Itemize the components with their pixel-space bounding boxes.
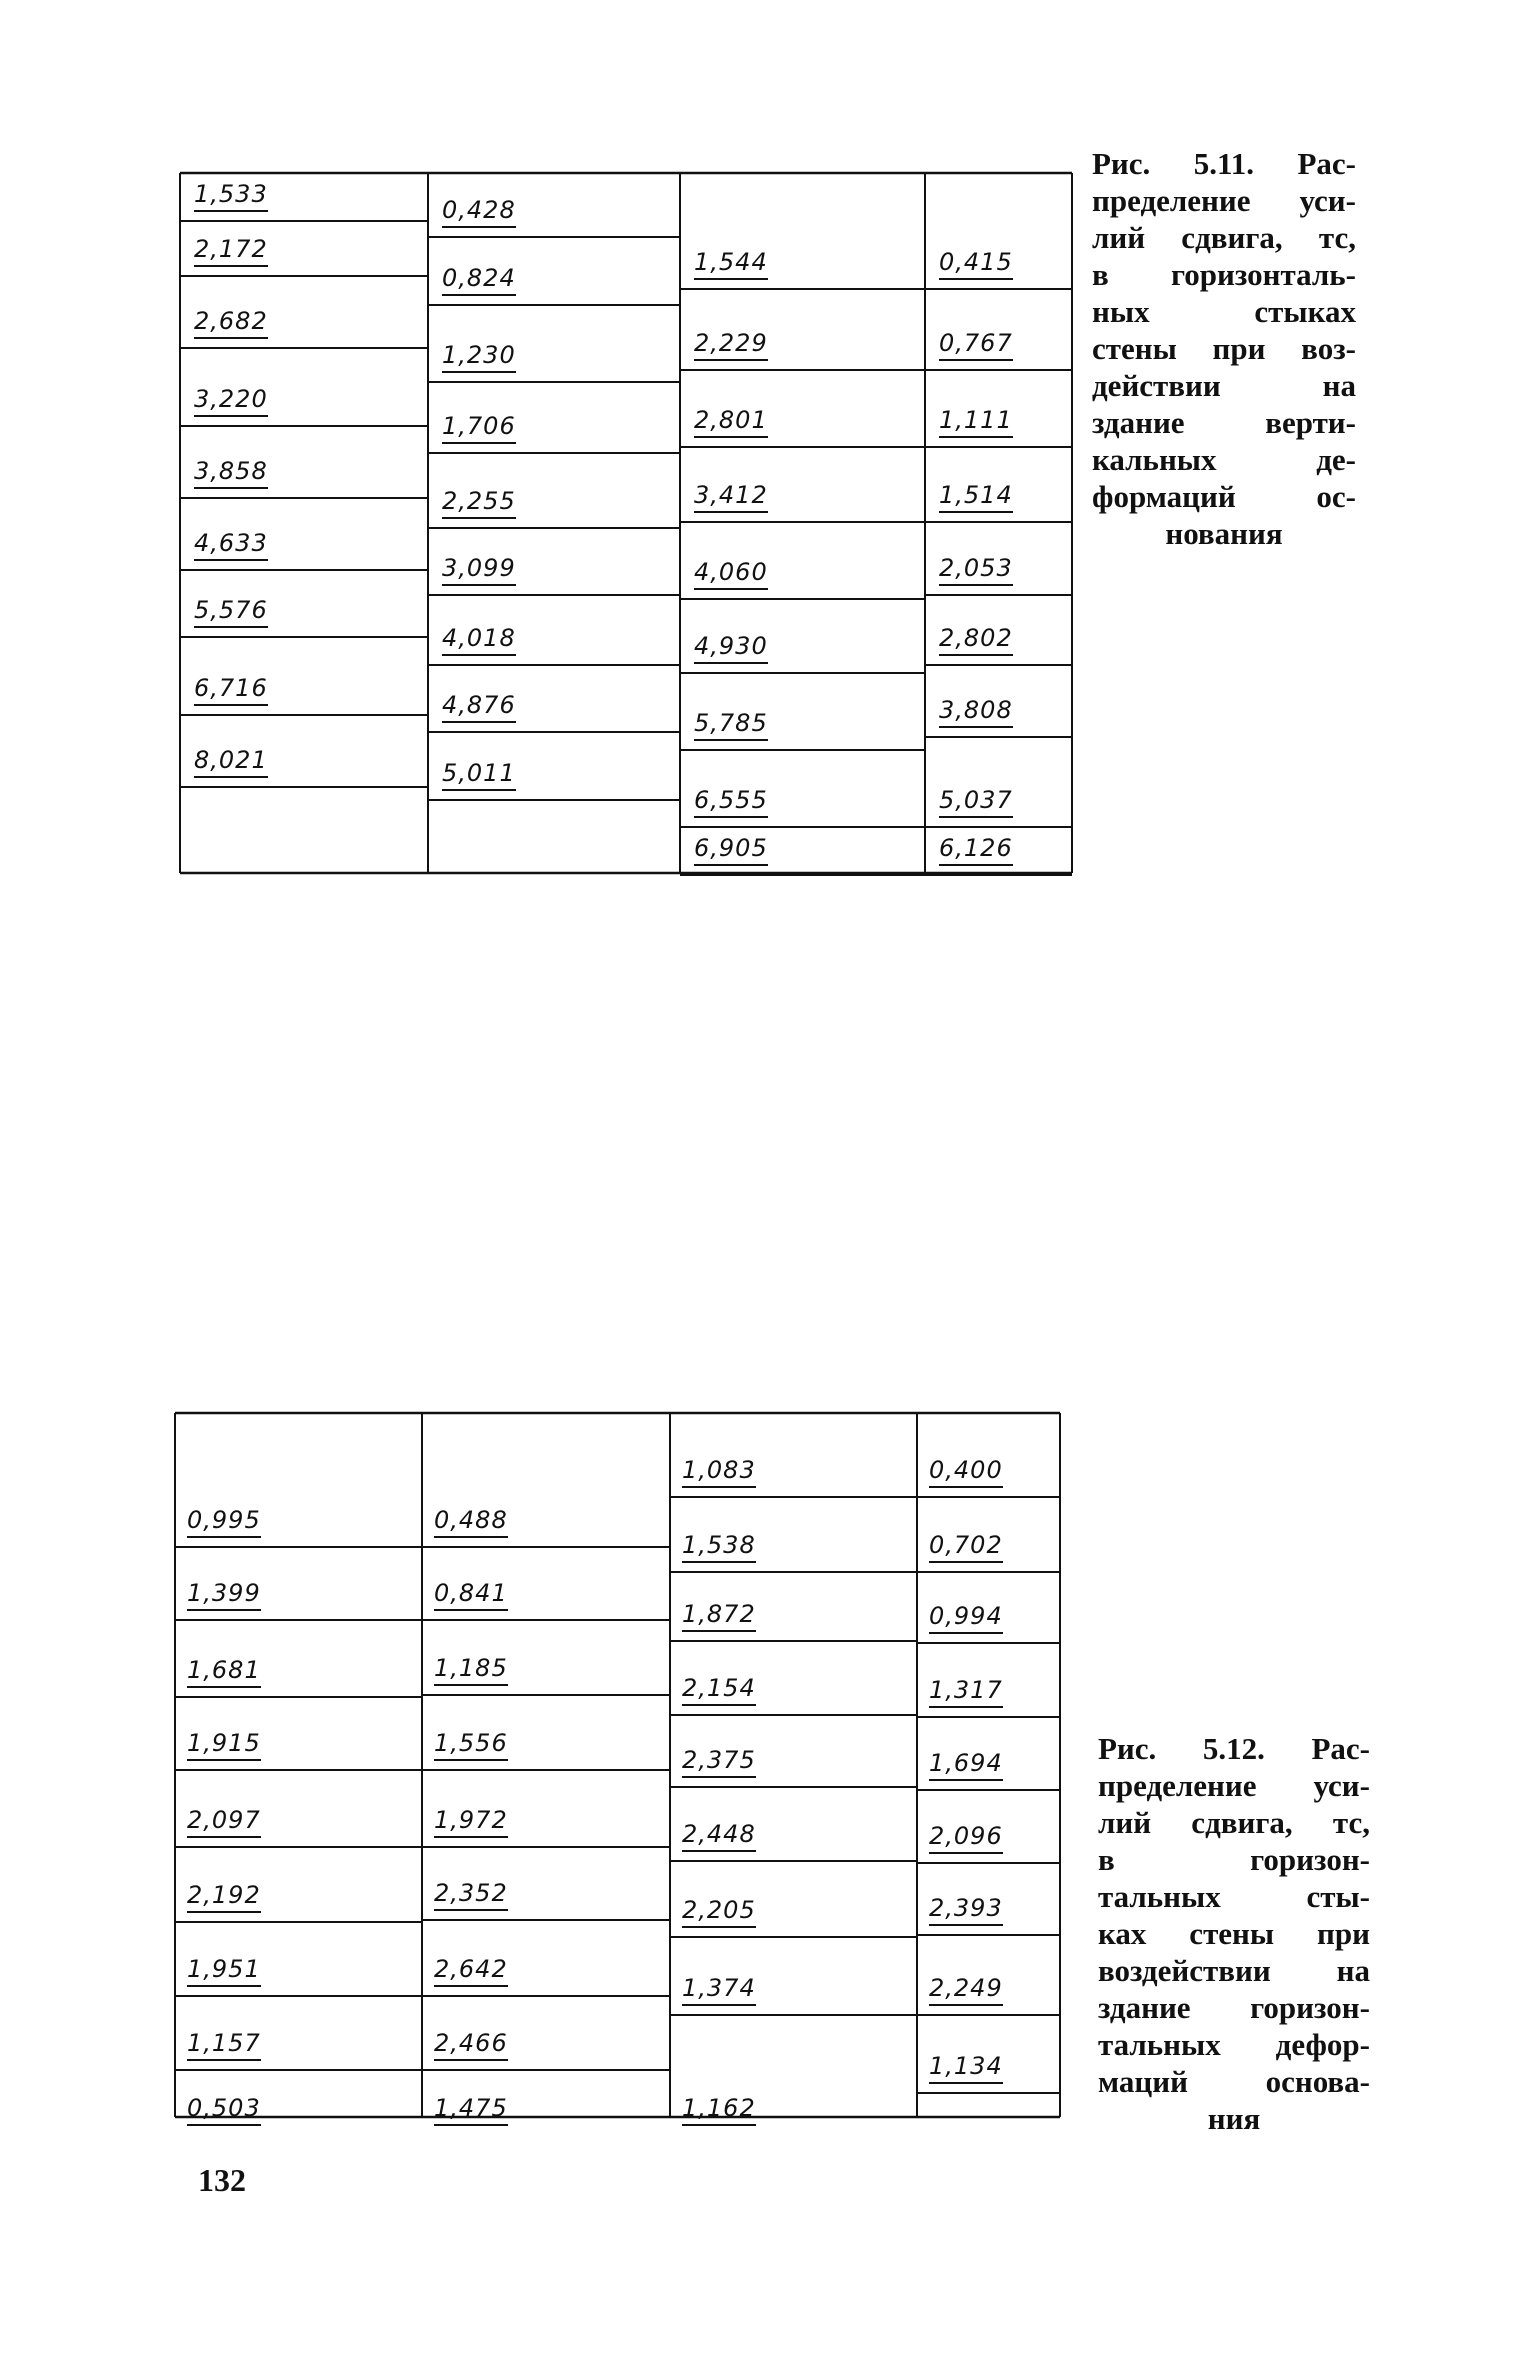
shear-value: 5,037 xyxy=(939,787,1013,818)
shear-value: 0,400 xyxy=(929,1457,1003,1488)
shear-value: 1,544 xyxy=(694,249,768,280)
figure-5-11 xyxy=(170,165,1080,885)
shear-value: 0,767 xyxy=(939,330,1013,361)
shear-value: 5,011 xyxy=(442,760,516,791)
shear-value: 2,393 xyxy=(929,1895,1003,1926)
shear-value: 4,633 xyxy=(194,530,268,561)
caption-line: здание верти- xyxy=(1092,405,1356,440)
shear-value: 0,488 xyxy=(434,1507,508,1538)
caption-line: в горизонталь- xyxy=(1092,257,1356,292)
shear-value: 1,185 xyxy=(434,1655,508,1686)
shear-value: 2,229 xyxy=(694,330,768,361)
caption-line: действии на xyxy=(1092,368,1356,403)
caption-line: Рис. 5.11. Рас- xyxy=(1092,146,1356,181)
shear-value: 1,374 xyxy=(682,1975,756,2006)
shear-value: 1,514 xyxy=(939,482,1013,513)
caption-line: здание горизон- xyxy=(1098,1990,1370,2025)
shear-value: 1,681 xyxy=(187,1657,261,1688)
shear-value: 3,220 xyxy=(194,386,268,417)
shear-value: 1,706 xyxy=(442,413,516,444)
caption-line: формаций ос- xyxy=(1092,479,1356,514)
caption-line: пределение уси- xyxy=(1092,183,1356,218)
shear-value: 0,503 xyxy=(187,2095,261,2126)
shear-value: 2,642 xyxy=(434,1956,508,1987)
shear-value: 1,556 xyxy=(434,1730,508,1761)
shear-value: 6,126 xyxy=(939,835,1013,866)
caption-line: в горизон- xyxy=(1098,1842,1370,1877)
shear-value: 1,111 xyxy=(939,407,1013,438)
shear-value: 0,415 xyxy=(939,249,1013,280)
caption-line: нования xyxy=(1165,516,1283,551)
shear-value: 2,172 xyxy=(194,236,268,267)
shear-value: 2,192 xyxy=(187,1882,261,1913)
shear-value: 0,995 xyxy=(187,1507,261,1538)
shear-value: 3,858 xyxy=(194,458,268,489)
shear-value: 4,876 xyxy=(442,692,516,723)
caption-line: стены при воз- xyxy=(1092,331,1356,366)
shear-value: 5,785 xyxy=(694,710,768,741)
shear-value: 1,157 xyxy=(187,2030,261,2061)
shear-value: 2,802 xyxy=(939,625,1013,656)
shear-value: 2,682 xyxy=(194,308,268,339)
shear-value: 2,375 xyxy=(682,1747,756,1778)
shear-value: 3,808 xyxy=(939,697,1013,728)
shear-value: 1,475 xyxy=(434,2095,508,2126)
caption-line: воздействии на xyxy=(1098,1953,1370,1988)
page-number: 132 xyxy=(198,2162,246,2198)
caption-line: ках стены при xyxy=(1098,1916,1370,1951)
shear-value: 5,576 xyxy=(194,597,268,628)
shear-value: 4,930 xyxy=(694,633,768,664)
shear-value: 2,053 xyxy=(939,555,1013,586)
caption-line: лий сдвига, тс, xyxy=(1092,220,1356,255)
shear-value: 2,352 xyxy=(434,1880,508,1911)
shear-value: 6,905 xyxy=(694,835,768,866)
shear-value: 1,230 xyxy=(442,342,516,373)
shear-value: 6,555 xyxy=(694,787,768,818)
shear-value: 3,412 xyxy=(694,482,768,513)
caption-5-12 xyxy=(1098,1730,1370,2137)
shear-value: 2,205 xyxy=(682,1897,756,1928)
shear-value: 2,255 xyxy=(442,488,516,519)
shear-value: 1,972 xyxy=(434,1807,508,1838)
shear-value: 2,249 xyxy=(929,1975,1003,2006)
shear-value: 2,097 xyxy=(187,1807,261,1838)
caption-line: маций основа- xyxy=(1098,2064,1370,2099)
shear-value: 2,154 xyxy=(682,1675,756,1706)
shear-value: 1,872 xyxy=(682,1601,756,1632)
shear-value: 1,317 xyxy=(929,1677,1003,1708)
caption-line: кальных де- xyxy=(1092,442,1356,477)
shear-value: 1,915 xyxy=(187,1730,261,1761)
shear-value: 2,448 xyxy=(682,1821,756,1852)
shear-value: 1,399 xyxy=(187,1580,261,1611)
shear-value: 2,466 xyxy=(434,2030,508,2061)
shear-value: 4,018 xyxy=(442,625,516,656)
caption-line: пределение уси- xyxy=(1098,1768,1370,1803)
shear-value: 1,162 xyxy=(682,2095,756,2126)
shear-value: 1,533 xyxy=(194,181,268,212)
caption-line: лий сдвига, тс, xyxy=(1098,1805,1370,1840)
shear-value: 1,134 xyxy=(929,2053,1003,2084)
shear-value: 0,702 xyxy=(929,1532,1003,1563)
figure-5-12 xyxy=(165,1405,1065,2125)
shear-value: 2,801 xyxy=(694,407,768,438)
caption-line: ния xyxy=(1207,2101,1261,2136)
shear-value: 0,841 xyxy=(434,1580,508,1611)
shear-value: 1,083 xyxy=(682,1457,756,1488)
shear-value: 3,099 xyxy=(442,555,516,586)
shear-value: 2,096 xyxy=(929,1823,1003,1854)
shear-value: 0,824 xyxy=(442,265,516,296)
shear-value: 6,716 xyxy=(194,675,268,706)
shear-value: 1,538 xyxy=(682,1532,756,1563)
caption-5-11 xyxy=(1092,145,1356,552)
shear-value: 4,060 xyxy=(694,559,768,590)
shear-value: 0,428 xyxy=(442,197,516,228)
shear-value: 8,021 xyxy=(194,747,268,778)
caption-line: тальных дефор- xyxy=(1098,2027,1370,2062)
shear-value: 1,694 xyxy=(929,1750,1003,1781)
caption-line: тальных сты- xyxy=(1098,1879,1370,1914)
caption-line: Рис. 5.12. Рас- xyxy=(1098,1731,1370,1766)
shear-value: 1,951 xyxy=(187,1956,261,1987)
shear-value: 0,994 xyxy=(929,1603,1003,1634)
caption-line: ных стыках xyxy=(1092,294,1356,329)
